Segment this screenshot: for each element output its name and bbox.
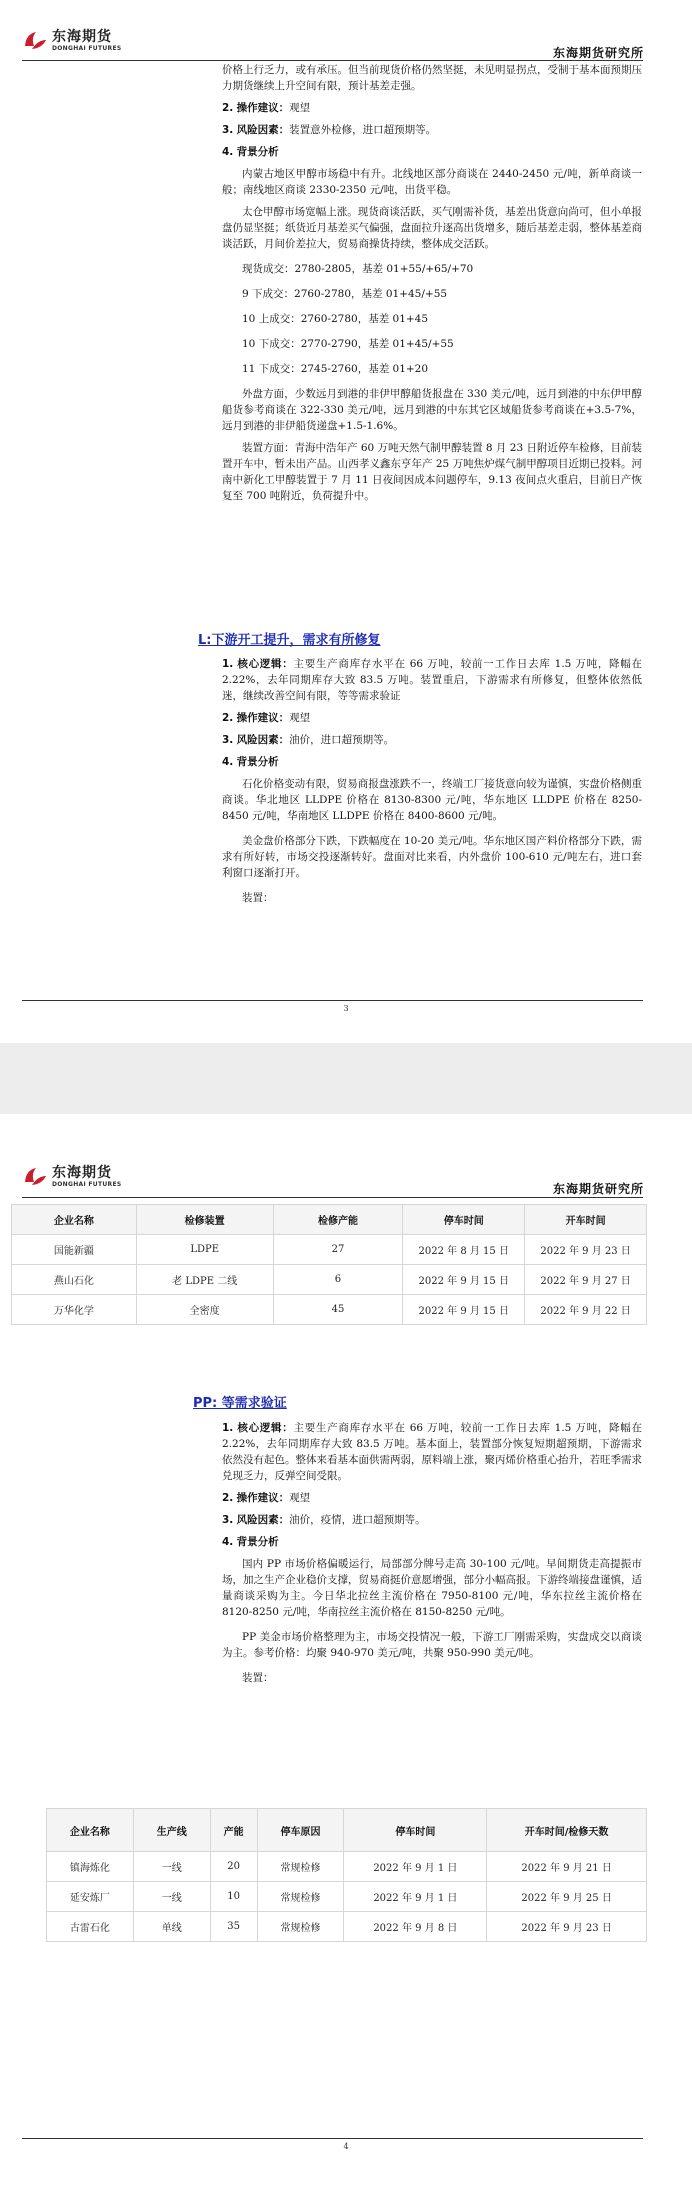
- company-logo: [22, 1164, 122, 1190]
- footer-rule: [22, 1000, 643, 1001]
- table-row: [12, 1265, 647, 1295]
- institute-title: 东海期货研究所: [552, 1182, 644, 1196]
- table-row: [12, 1235, 647, 1265]
- logo-en-text: DONGHAI FUTURES: [52, 45, 122, 52]
- trade-line: 现货成交：2780-2805，基差 01+55/+65/+70: [242, 263, 474, 275]
- cell: 老 LDPE 二线: [136, 1265, 273, 1295]
- l-op-suggestion: [222, 710, 642, 726]
- col-stop-time: 停车时间: [403, 1205, 525, 1235]
- cell: 2022 年 9 月 21 日: [487, 1852, 647, 1882]
- op-num: 2.: [222, 102, 234, 114]
- cell: 2022 年 9 月 23 日: [487, 1912, 647, 1942]
- table-header-row: [47, 1809, 647, 1852]
- pp-core-logic: [222, 1420, 642, 1484]
- section-title-lldpe: L:下游开工提升，需求有所修复: [198, 633, 381, 648]
- pp-logic-label: 核心逻辑：: [237, 1422, 294, 1434]
- intro-paragraph: 价格上行乏力，或有承压。但当前现货价格仍然坚挺，未见明显拐点，受制于基本面预期压力期货继续上升空间有限，预计基差走强。: [222, 64, 642, 92]
- logo-mark-icon: [22, 1164, 48, 1190]
- page-number: 4: [343, 2142, 349, 2151]
- col-capacity: 检修产能: [273, 1205, 403, 1235]
- page-4: [0, 1114, 692, 2185]
- header-rule: [22, 1197, 643, 1198]
- paragraph-taicang: 太仓甲醇市场宽幅上涨。现货商谈活跃，买气刚需补货，基差出货意向尚可，但小单报盘仍显坚挺；纸货近月基差买气偏强，盘面拉升逐高出货增多，随后基差走弱，整体基差商谈活跃，月间价差拉大，贸易商操货持续，整体成交活跃。: [222, 206, 642, 250]
- cell: 国能新疆: [12, 1235, 137, 1265]
- risk-num: 3.: [222, 124, 234, 136]
- cell: 2022 年 9 月 1 日: [344, 1852, 487, 1882]
- pp-op-label: 操作建议：: [236, 1492, 290, 1504]
- l-logic-num: 1.: [222, 658, 234, 670]
- col-line: 生产线: [133, 1809, 210, 1852]
- cell: 全密度: [136, 1295, 273, 1325]
- cell: 2022 年 8 月 15 日: [403, 1235, 525, 1265]
- col-company: 企业名称: [12, 1205, 137, 1235]
- col-capacity: 产能: [210, 1809, 257, 1852]
- table-row: [47, 1882, 647, 1912]
- col-start-time: 开车时间/检修天数: [487, 1809, 647, 1852]
- trade-line: 11 下成交：2745-2760，基差 01+20: [242, 363, 429, 375]
- cell: LDPE: [136, 1235, 273, 1265]
- logo-cn-text: 东海期货: [52, 1165, 112, 1181]
- pp-risk-factor: [222, 1512, 642, 1528]
- cell: 2022 年 9 月 23 日: [525, 1235, 647, 1265]
- cell: 2022 年 9 月 1 日: [344, 1882, 487, 1912]
- op-suggestion: [222, 100, 642, 116]
- cell: 常规检修: [257, 1882, 344, 1912]
- cell: 2022 年 9 月 15 日: [403, 1265, 525, 1295]
- pp-plant-label: 装置：: [242, 1672, 274, 1684]
- cell: 一线: [133, 1852, 210, 1882]
- col-start-time: 开车时间: [525, 1205, 647, 1235]
- cell: 古雷石化: [47, 1912, 134, 1942]
- l-bg-num: 4.: [222, 756, 234, 768]
- cell: 镇海炼化: [47, 1852, 134, 1882]
- col-company: 企业名称: [47, 1809, 134, 1852]
- footer-rule: [22, 2138, 643, 2139]
- bg-num: 4.: [222, 146, 234, 158]
- cell: 一线: [133, 1882, 210, 1912]
- pp-section: [222, 1420, 642, 1686]
- op-text: 观望: [289, 102, 311, 114]
- col-stop-time: 停车时间: [344, 1809, 487, 1852]
- company-logo: [22, 28, 122, 54]
- methanol-continued: [222, 62, 642, 504]
- pp-risk-num: 3.: [222, 1514, 234, 1526]
- col-reason: 停车原因: [257, 1809, 344, 1852]
- bg-heading: [222, 144, 642, 160]
- logo-cn-text: 东海期货: [52, 29, 112, 45]
- l-risk-factor: [222, 732, 642, 748]
- cell: 2022 年 9 月 25 日: [487, 1882, 647, 1912]
- pp-bg-label: 背景分析: [236, 1536, 279, 1548]
- l-op-label: 操作建议：: [236, 712, 290, 724]
- page-gap: [0, 1043, 692, 1114]
- l-risk-label: 风险因素：: [236, 734, 290, 746]
- l-bg-heading: [222, 754, 642, 770]
- pp-paragraph-usd: PP 美金市场价格整理为主，市场交投情况一般，下游工厂刚需采购，实盘成交以商谈为主。参考价格：均聚 940-970 美元/吨，共聚 950-990 美元/吨。: [222, 1631, 642, 1659]
- pp-bg-num: 4.: [222, 1536, 234, 1548]
- table-row: [12, 1295, 647, 1325]
- cell: 常规检修: [257, 1912, 344, 1942]
- l-risk-text: 油价，进口超预期等。: [289, 734, 395, 746]
- cell: 10: [210, 1882, 257, 1912]
- cell: 万华化学: [12, 1295, 137, 1325]
- pp-risk-label: 风险因素：: [236, 1514, 290, 1526]
- l-op-num: 2.: [222, 712, 234, 724]
- table-header-row: [12, 1205, 647, 1235]
- cell: 延安炼厂: [47, 1882, 134, 1912]
- cell: 2022 年 9 月 27 日: [525, 1265, 647, 1295]
- cell: 常规检修: [257, 1852, 344, 1882]
- table-row: [47, 1852, 647, 1882]
- pp-op-text: 观望: [289, 1492, 311, 1504]
- logo-mark-icon: [22, 28, 48, 54]
- cell: 27: [273, 1235, 403, 1265]
- risk-label: 风险因素：: [236, 124, 290, 136]
- pp-bg-heading: [222, 1534, 642, 1550]
- page-3: [0, 0, 692, 1043]
- paragraph-plant: 装置方面：青海中浩年产 60 万吨天然气制甲醇装置 8 月 23 日附近停车检修，目前装置开车中，暂未出产品。山西孝义鑫东亨年产 25 万吨焦炉煤气制甲醇项目近期已投料。河南中新化工甲醇装置于 7 月 11 日夜间因成本问题停车，9.13 夜间点火重启，目前日产恢复至 700 吨附近，负荷提升中。: [222, 442, 642, 502]
- l-risk-num: 3.: [222, 734, 234, 746]
- cell: 2022 年 9 月 22 日: [525, 1295, 647, 1325]
- paragraph-outer-market: 外盘方面，少数远月到港的非伊甲醇船货报盘在 330 美元/吨，远月到港的中东伊甲醇船货参考商谈在 322-330 美元/吨，远月到港的中东其它区域船货参考商谈在+3.5-7%，远月到港的非伊船货递盘+1.5-1.6%。: [222, 388, 642, 432]
- pp-paragraph-domestic: 国内 PP 市场价格偏暖运行，局部部分牌号走高 30-100 元/吨。早间期货走高提振市场，加之生产企业稳价支撑，贸易商挺价意愿增强，部分小幅高报。下游终端接盘谨慎，适量商谈采购为主。今日华北拉丝主流价格在 7950-8100 元/吨，华东拉丝主流价格在 8120-8250 元/吨，华南拉丝主流价格在 8150-8250 元/吨。: [222, 1558, 642, 1618]
- pp-op-suggestion: [222, 1490, 642, 1506]
- l-paragraph-prices: 石化价格变动有限，贸易商报盘涨跌不一，终端工厂接货意向较为谨慎，实盘价格侧重商谈。华北地区 LLDPE 价格在 8130-8300 元/吨，华东地区 LLDPE 价格在 8250-8450 元/吨，华南地区 LLDPE 价格在 8400-8600 元/吨。: [222, 778, 642, 822]
- trade-line: 9 下成交：2760-2780，基差 01+45/+55: [242, 288, 448, 300]
- trade-line: 10 上成交：2760-2780，基差 01+45: [242, 313, 429, 325]
- l-logic-label: 核心逻辑：: [237, 658, 294, 670]
- l-paragraph-usd: 美金盘价格部分下跌，下跌幅度在 10-20 美元/吨。华东地区国产料价格部分下跌，需求有所好转，市场交投逐渐转好。盘面对比来看，内外盘价 100-610 元/吨左右，进口套利窗口逐渐打开。: [222, 835, 642, 879]
- logo-en-text: DONGHAI FUTURES: [52, 1181, 122, 1188]
- l-core-logic: [222, 656, 642, 704]
- lldpe-maintenance-table: [11, 1204, 647, 1325]
- header-rule: [22, 60, 643, 61]
- cell: 20: [210, 1852, 257, 1882]
- l-bg-label: 背景分析: [236, 756, 279, 768]
- pp-logic-num: 1.: [222, 1422, 234, 1434]
- l-op-text: 观望: [289, 712, 311, 724]
- bg-label: 背景分析: [236, 146, 279, 158]
- cell: 燕山石化: [12, 1265, 137, 1295]
- l-plant-label: 装置：: [242, 892, 274, 904]
- institute-title: 东海期货研究所: [552, 46, 644, 60]
- cell: 45: [273, 1295, 403, 1325]
- risk-text: 装置意外检修，进口超预期等。: [289, 124, 437, 136]
- page-number: 3: [343, 1004, 349, 1013]
- col-unit: 检修装置: [136, 1205, 273, 1235]
- cell: 2022 年 9 月 15 日: [403, 1295, 525, 1325]
- cell: 6: [273, 1265, 403, 1295]
- cell: 35: [210, 1912, 257, 1942]
- cell: 2022 年 9 月 8 日: [344, 1912, 487, 1942]
- lldpe-section: [222, 656, 642, 906]
- op-label: 操作建议：: [236, 102, 290, 114]
- pp-op-num: 2.: [222, 1492, 234, 1504]
- paragraph-inner-mongolia: 内蒙古地区甲醇市场稳中有升。北线地区部分商谈在 2440-2450 元/吨，新单商谈一般；南线地区商谈 2330-2350 元/吨，出货平稳。: [222, 168, 642, 196]
- pp-logic-text: 主要生产商库存水平在 66 万吨，较前一工作日去库 1.5 万吨，降幅在 2.22%，去年同期库存大致 83.5 万吨。基本面上，装置部分恢复短期超预期，下游需求依然没有起色。整体来看基本面供需两弱，原料端上涨，聚丙烯价格重心抬升，若旺季需求兑现乏力，反弹空间受限。: [222, 1422, 642, 1482]
- section-title-pp: PP: 等需求验证: [193, 1396, 287, 1411]
- pp-risk-text: 油价，疫情，进口超预期等。: [289, 1514, 426, 1526]
- table-row: [47, 1912, 647, 1942]
- cell: 单线: [133, 1912, 210, 1942]
- l-logic-text: 主要生产商库存水平在 66 万吨，较前一工作日去库 1.5 万吨，降幅在 2.22%，去年同期库存大致 83.5 万吨。装置重启，下游需求有所修复，但整体依然低迷，继续改善空间有限，等等需求验证: [222, 658, 642, 702]
- risk-factor: [222, 122, 642, 138]
- pp-maintenance-table: [46, 1808, 647, 1942]
- trade-line: 10 下成交：2770-2790，基差 01+45/+55: [242, 338, 454, 350]
